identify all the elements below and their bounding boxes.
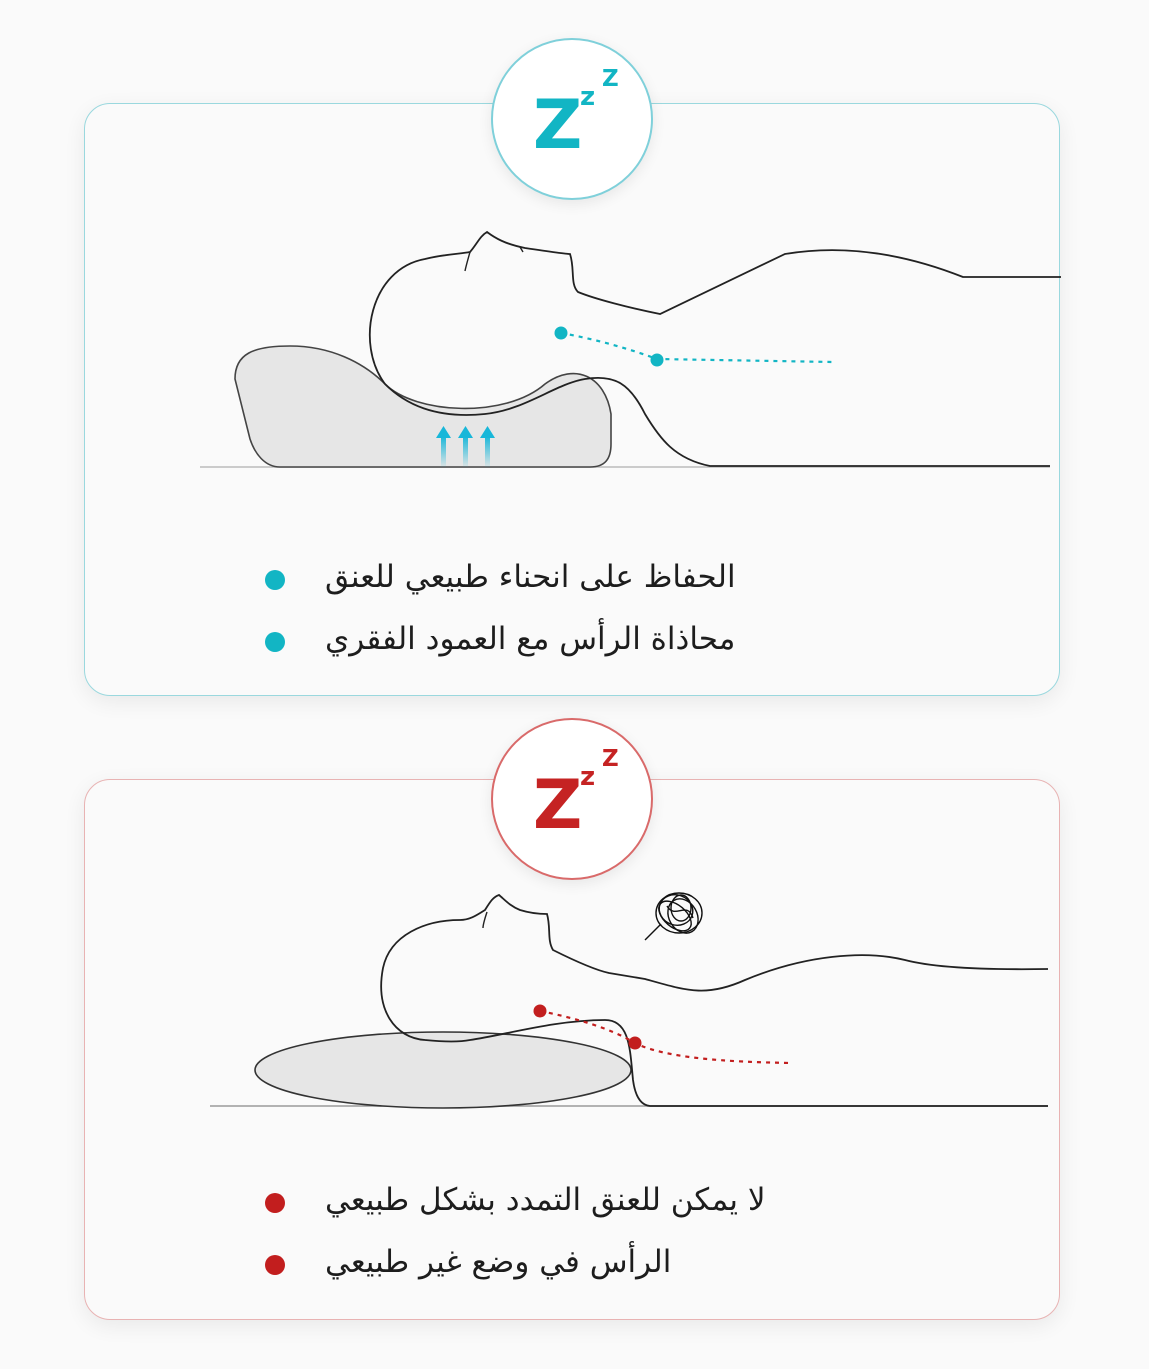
contour-pillow	[235, 346, 611, 467]
flat-pillow	[255, 1032, 631, 1108]
problems-list	[85, 1174, 1059, 1298]
list-item	[85, 551, 1059, 613]
problem-text: لا يمكن للعنق التمدد بشكل طبيعي	[325, 1182, 766, 1218]
sleep-z-medium: z	[580, 82, 596, 112]
sleep-z-medium: z	[580, 762, 596, 792]
head-outline	[381, 895, 1048, 1040]
sleep-badge-good	[491, 38, 653, 200]
spine-point-lower	[629, 1037, 642, 1050]
eye-mark	[465, 252, 470, 271]
sleep-z-small: Z	[602, 746, 619, 772]
bullet-dot	[265, 570, 285, 590]
discomfort-scribble-icon	[645, 890, 704, 940]
spine-alignment-line	[561, 333, 833, 362]
spine-point-upper	[534, 1005, 547, 1018]
sleep-z-large: Z	[533, 766, 583, 845]
benefits-list	[85, 551, 1059, 675]
list-item	[85, 1174, 1059, 1236]
flat-pillow-illustration	[85, 880, 1061, 1115]
sleep-z-large: Z	[533, 86, 583, 165]
bullet-dot	[265, 1255, 285, 1275]
spine-point-upper	[555, 327, 568, 340]
benefit-text: الحفاظ على انحناء طبيعي للعنق	[325, 559, 736, 595]
problem-text: الرأس في وضع غير طبيعي	[325, 1244, 672, 1280]
sleep-z-small: Z	[602, 66, 619, 92]
benefit-text: محاذاة الرأس مع العمود الفقري	[325, 621, 736, 657]
correct-pillow-panel	[84, 66, 1060, 696]
bullet-dot	[265, 1193, 285, 1213]
contour-pillow-illustration	[85, 214, 1061, 479]
support-arrows	[436, 426, 495, 467]
bullet-dot	[265, 632, 285, 652]
spine-point-lower	[651, 354, 664, 367]
sleep-badge-bad	[491, 718, 653, 880]
regular-pillow-panel	[84, 746, 1060, 1320]
head-outline	[370, 232, 1061, 384]
eye-mark	[483, 912, 487, 928]
list-item	[85, 613, 1059, 675]
list-item	[85, 1236, 1059, 1298]
